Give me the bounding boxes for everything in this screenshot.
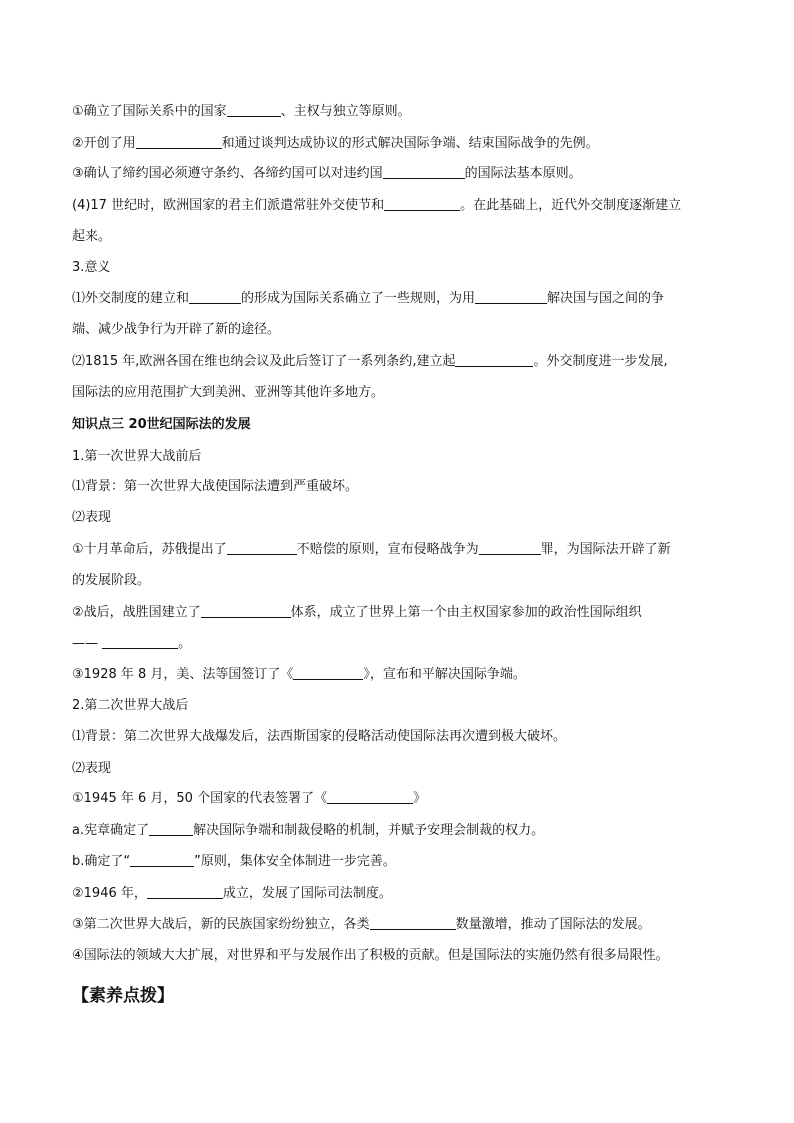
text-line: —— 。 bbox=[72, 636, 192, 651]
text-line: ⑴背景：第一次世界大战使国际法遭到严重破坏。 bbox=[72, 479, 359, 494]
text-line: ①确立了国际关系中的国家 、主权与独立等原则。 bbox=[72, 104, 411, 119]
fill-blank bbox=[327, 790, 413, 804]
text-line: ⑴背景：第二次世界大战爆发后，法西斯国家的侵略活动使国际法再次遭到极大破坏。 bbox=[72, 729, 567, 744]
text-line: ③1928 年 8 月，美、法等国签订了《 》，宣布和平解决国际争端。 bbox=[72, 667, 526, 682]
text-line: ⑵表现 bbox=[72, 761, 112, 776]
section-heading: 2.第二次世界大战后 bbox=[72, 698, 189, 713]
fill-blank bbox=[479, 541, 541, 555]
fill-blank bbox=[227, 541, 297, 555]
text-line: ①1945 年 6 月，50 个国家的代表签署了《 》 bbox=[72, 791, 427, 806]
fill-blank bbox=[102, 635, 178, 649]
fill-blank bbox=[147, 885, 223, 899]
fill-blank bbox=[384, 197, 460, 211]
text-line: ⑵1815 年,欧洲各国在维也纳会议及此后签订了一系列条约,建立起 。外交制度进一步发展, bbox=[72, 354, 668, 369]
text-line: 起来。 bbox=[72, 229, 112, 244]
knowledge-point-heading: 知识点三 20世纪国际法的发展 bbox=[72, 417, 251, 432]
fill-blank bbox=[130, 853, 194, 867]
fill-blank bbox=[201, 604, 291, 618]
section-heading: 1.第一次世界大战前后 bbox=[72, 449, 202, 464]
text-line: (4)17 世纪时，欧洲国家的君主们派遣常驻外交使节和 。在此基础上，近代外交制度逐渐建立 bbox=[72, 198, 682, 213]
fill-blank bbox=[383, 165, 465, 179]
text-line: 的发展阶段。 bbox=[72, 573, 151, 588]
fill-blank bbox=[293, 666, 363, 680]
text-line: ④国际法的领域大大扩展，对世界和平与发展作出了积极的贡献。但是国际法的实施仍然有很多局限性。 bbox=[72, 948, 669, 963]
text-line: 国际法的应用范围扩大到美洲、亚洲等其他许多地方。 bbox=[72, 385, 385, 400]
text-line: a.宪章确定了 解决国际争端和制裁侵略的机制，并赋予安理会制裁的权力。 bbox=[72, 823, 545, 838]
fill-blank bbox=[149, 822, 193, 836]
text-line: ⑵表现 bbox=[72, 510, 112, 525]
text-line: ①十月革命后，苏俄提出了 不赔偿的原则，宣布侵略战争为 罪，为国际法开辟了新 bbox=[72, 542, 671, 557]
text-line: ⑴外交制度的建立和 的形成为国际关系确立了一些规则，为用 解决国与国之间的争 bbox=[72, 291, 665, 306]
text-line: ②1946 年， 成立，发展了国际司法制度。 bbox=[72, 886, 392, 901]
text-line: ③第二次世界大战后，新的民族国家纷纷独立，各类 数量激增，推动了国际法的发展。 bbox=[72, 917, 651, 932]
section-heading: 3.意义 bbox=[72, 260, 111, 275]
fill-blank bbox=[455, 353, 533, 367]
text-line: ②战后，战胜国建立了 体系，成立了世界上第一个由主权国家参加的政治性国际组织 bbox=[72, 605, 642, 620]
fill-blank bbox=[475, 290, 547, 304]
text-line: 端、减少战争行为开辟了新的途径。 bbox=[72, 322, 281, 337]
text-line: ③确认了缔约国必须遵守条约、各缔约国可以对违约国 的国际法基本原则。 bbox=[72, 166, 582, 181]
fill-blank bbox=[227, 103, 281, 117]
fill-blank bbox=[189, 290, 241, 304]
fill-blank bbox=[136, 135, 222, 149]
fill-blank bbox=[370, 916, 456, 930]
text-line: b.确定了“ ”原则，集体安全体制进一步完善。 bbox=[72, 854, 396, 869]
text-line: ②开创了用 和通过谈判达成协议的形式解决国际争端、结束国际战争的先例。 bbox=[72, 136, 599, 151]
suyang-heading: 【素养点拨】 bbox=[72, 986, 174, 1006]
